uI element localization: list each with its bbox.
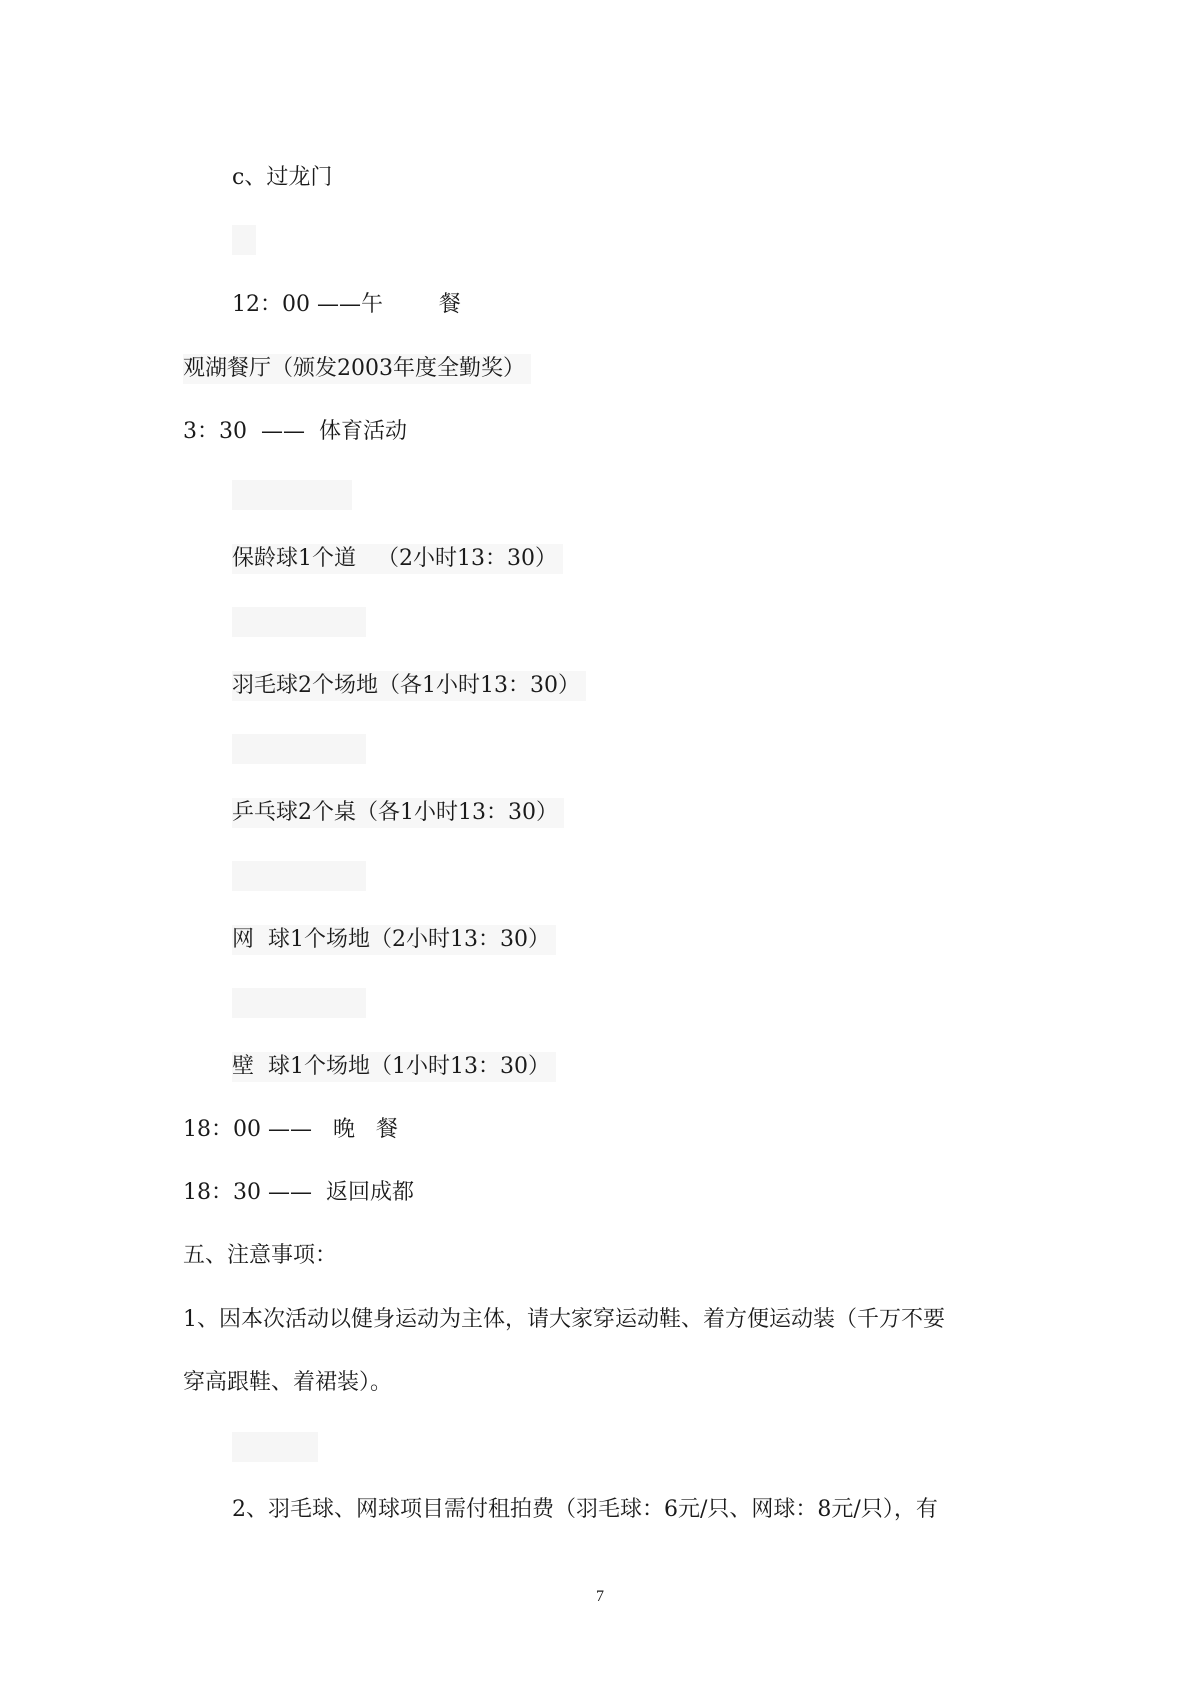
blank-line-shading bbox=[232, 988, 366, 1018]
text-line-bowling: 保龄球1个道 （2小时13：30） bbox=[232, 544, 563, 574]
text-line-squash: 壁 球1个场地（1小时13：30） bbox=[232, 1052, 556, 1082]
text-line-note-2: 2、羽毛球、网球项目需付租拍费（羽毛球：6元/只、网球：8元/只），有 bbox=[232, 1497, 938, 1522]
text-line-lunch-venue: 观湖餐厅（颁发2003年度全勤奖） bbox=[183, 354, 531, 384]
blank-line-shading bbox=[232, 861, 366, 891]
blank-line-shading bbox=[232, 1432, 318, 1462]
blank-line-shading bbox=[232, 734, 366, 764]
text-line-lunch-time: 12：00 ——午 餐 bbox=[232, 292, 461, 317]
blank-line-shading bbox=[232, 480, 352, 510]
section-heading-notes: 五、注意事项： bbox=[183, 1243, 338, 1268]
text-line-sports-time: 3：30 —— 体育活动 bbox=[183, 419, 407, 444]
text-line-tennis: 网 球1个场地（2小时13：30） bbox=[232, 925, 556, 955]
blank-line-shading bbox=[232, 225, 256, 255]
text-line-badminton: 羽毛球2个场地（各1小时13：30） bbox=[232, 671, 586, 701]
text-line-note-1-cont: 穿高跟鞋、着裙装）。 bbox=[183, 1370, 393, 1395]
text-line-return-time: 18：30 —— 返回成都 bbox=[183, 1180, 414, 1205]
text-line-note-1: 1、因本次活动以健身运动为主体，请大家穿运动鞋、着方便运动装（千万不要 bbox=[183, 1307, 945, 1332]
blank-line-shading bbox=[232, 607, 366, 637]
text-line-dragon-gate: c、过龙门 bbox=[232, 165, 333, 190]
text-line-dinner-time: 18：00 —— 晚 餐 bbox=[183, 1117, 398, 1142]
page-number: 7 bbox=[596, 1588, 604, 1605]
text-line-table-tennis: 乒乓球2个桌（各1小时13：30） bbox=[232, 798, 564, 828]
